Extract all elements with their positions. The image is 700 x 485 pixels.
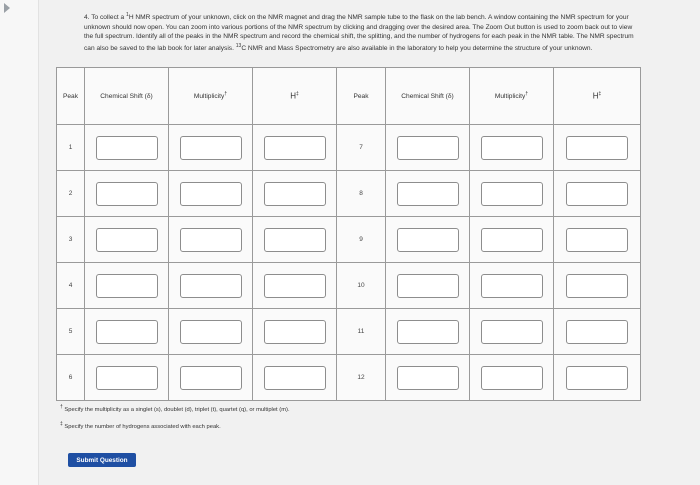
multiplicity-input[interactable] [180, 366, 242, 390]
side-panel-strip [0, 0, 39, 485]
peak-number: 8 [337, 171, 386, 217]
table-row [57, 309, 641, 355]
hydrogen-count-input[interactable] [264, 366, 326, 390]
chemical-shift-input[interactable] [397, 136, 459, 160]
multiplicity-header: Multiplicity† [169, 68, 253, 125]
peak-number: 12 [337, 355, 386, 401]
hydrogen-footnote: ‡ Specify the number of hydrogens associated with each peak. [60, 420, 221, 430]
multiplicity-input[interactable] [481, 320, 543, 344]
peak-number: 4 [57, 263, 85, 309]
peak-number: 6 [57, 355, 85, 401]
hydrogen-count-input[interactable] [264, 320, 326, 344]
multiplicity-input[interactable] [180, 136, 242, 160]
chemical-shift-input[interactable] [96, 366, 158, 390]
hydrogen-count-input[interactable] [264, 182, 326, 206]
chemical-shift-input[interactable] [397, 320, 459, 344]
peak-number: 1 [57, 125, 85, 171]
hydrogen-count-input[interactable] [264, 228, 326, 252]
table-row [57, 355, 641, 401]
multiplicity-input[interactable] [180, 274, 242, 298]
chemical-shift-input[interactable] [397, 274, 459, 298]
question-text: 4. To collect a $^1$H NMR spectrum of your unknown, click on the NMR magnet and drag the NMR sample tube to the flask on the lab bench. A window containing the NMR spectrum for your unknown should now open. You can zoom into various portions of the NMR spectrum by clicking and dragging over the desired area. The Zoom Out button is used to zoom back out to view the full spectrum. Identify all of the peaks in the NMR spectrum and record the chemical shift, the splitting, and the number of hydrogens for each peak in the NMR table. The NMR spectrum can also be saved to the lab book for later analysis. $^{13}$C NMR and Mass Spectrometry are also available in the laboratory to help you determine the structure of your unknown. [84, 12, 634, 53]
peak-number: 11 [337, 309, 386, 355]
multiplicity-input[interactable] [481, 136, 543, 160]
chemical-shift-input[interactable] [397, 182, 459, 206]
hydrogen-count-header: H‡ [554, 68, 641, 125]
multiplicity-header: Multiplicity† [470, 68, 554, 125]
table-row [57, 125, 641, 171]
hydrogen-count-input[interactable] [264, 274, 326, 298]
multiplicity-input[interactable] [180, 228, 242, 252]
multiplicity-input[interactable] [481, 274, 543, 298]
hydrogen-count-input[interactable] [566, 228, 628, 252]
chemical-shift-header: Chemical Shift (δ) [386, 68, 470, 125]
peak-number: 7 [337, 125, 386, 171]
expand-arrow-icon[interactable] [4, 3, 10, 13]
chemical-shift-input[interactable] [96, 274, 158, 298]
multiplicity-input[interactable] [481, 366, 543, 390]
multiplicity-input[interactable] [481, 228, 543, 252]
chemical-shift-input[interactable] [96, 182, 158, 206]
chemical-shift-header: Chemical Shift (δ) [85, 68, 169, 125]
peak-number: 10 [337, 263, 386, 309]
chemical-shift-input[interactable] [96, 228, 158, 252]
table-row [57, 217, 641, 263]
question-number: 4. [84, 14, 90, 22]
multiplicity-footnote: † Specify the multiplicity as a singlet (s), doublet (d), triplet (t), quartet (q), or multiplet (m). [60, 404, 290, 413]
multiplicity-input[interactable] [180, 182, 242, 206]
table-row [57, 171, 641, 217]
chemical-shift-input[interactable] [96, 320, 158, 344]
footnotes [60, 404, 560, 438]
hydrogen-count-header: H‡ [253, 68, 337, 125]
hydrogen-count-input[interactable] [566, 136, 628, 160]
peak-number: 3 [57, 217, 85, 263]
peak-number: 5 [57, 309, 85, 355]
peak-header: Peak [57, 68, 85, 125]
hydrogen-count-input[interactable] [566, 366, 628, 390]
peak-number: 9 [337, 217, 386, 263]
multiplicity-input[interactable] [481, 182, 543, 206]
chemical-shift-input[interactable] [96, 136, 158, 160]
hydrogen-count-input[interactable] [566, 182, 628, 206]
hydrogen-count-input[interactable] [566, 274, 628, 298]
nmr-table [56, 67, 641, 401]
multiplicity-input[interactable] [180, 320, 242, 344]
chemical-shift-input[interactable] [397, 366, 459, 390]
table-row [57, 263, 641, 309]
peak-header: Peak [337, 68, 386, 125]
hydrogen-count-input[interactable] [264, 136, 326, 160]
hydrogen-count-input[interactable] [566, 320, 628, 344]
submit-question-button[interactable]: Submit Question [68, 453, 136, 467]
peak-number: 2 [57, 171, 85, 217]
chemical-shift-input[interactable] [397, 228, 459, 252]
